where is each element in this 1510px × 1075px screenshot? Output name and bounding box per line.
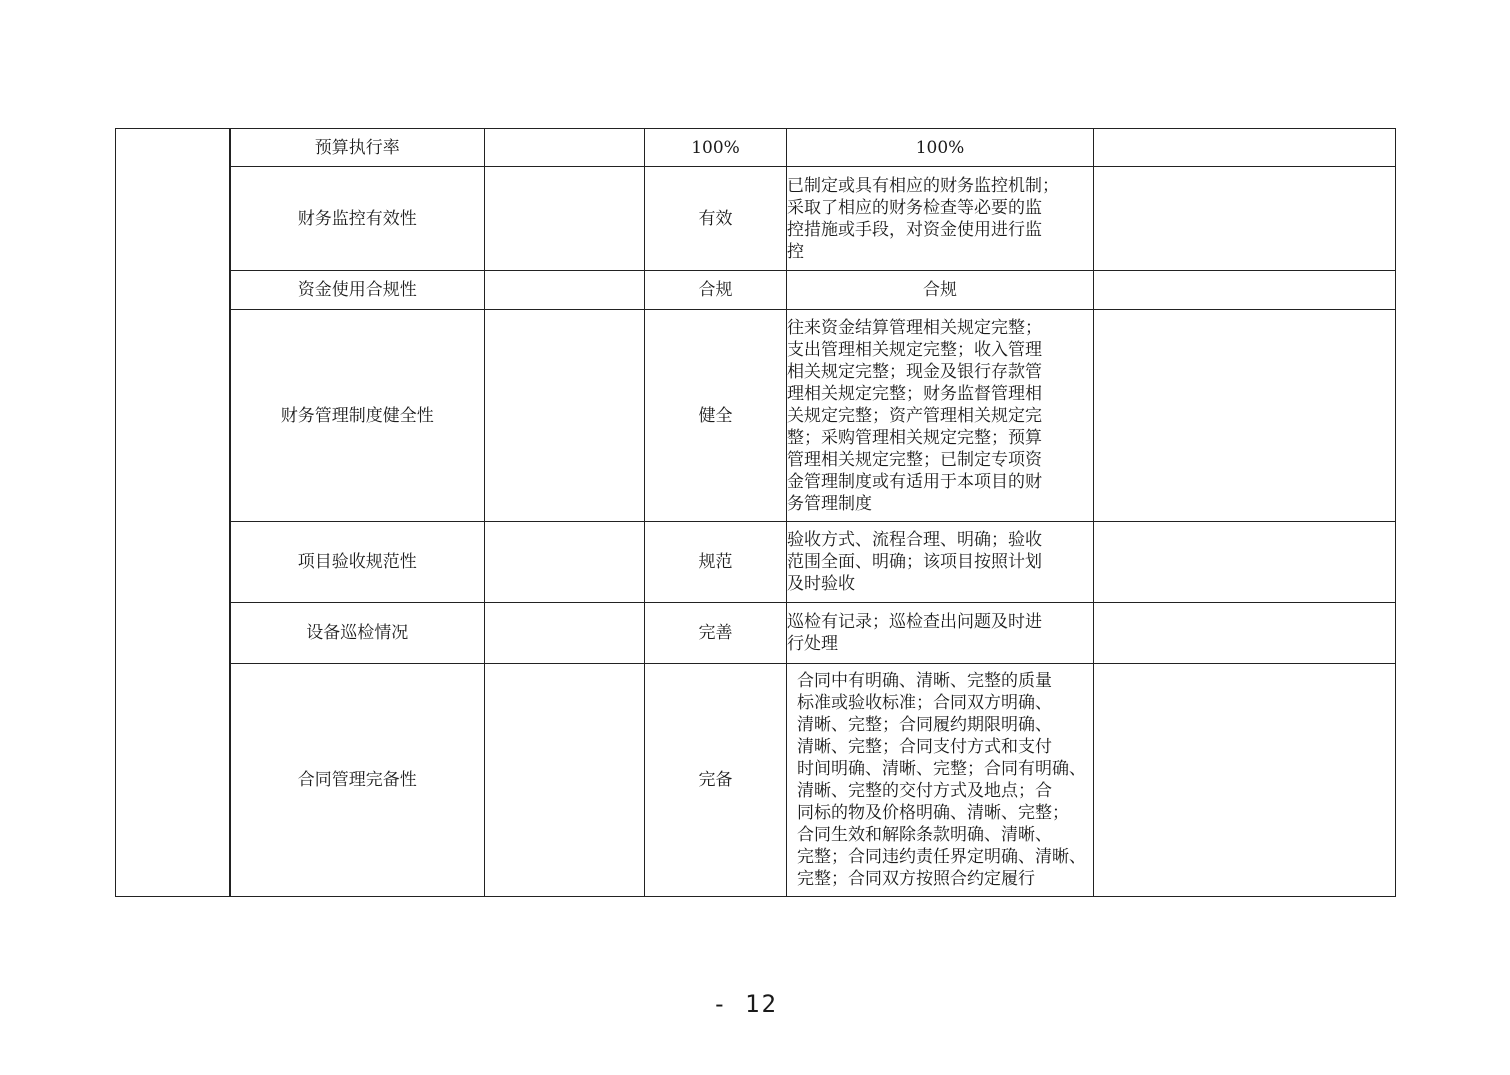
score-cell [1094,603,1396,664]
indicator-blank-cell [485,310,645,522]
target-value: 完备 [645,664,787,897]
target-value: 规范 [645,522,787,603]
indicator-name: 项目验收规范性 [230,522,485,603]
indicator-name: 财务管理制度健全性 [230,310,485,522]
performance-indicator-table [115,128,1396,897]
indicator-name: 资金使用合规性 [230,271,485,310]
target-value: 健全 [645,310,787,522]
actual-value: 验收方式、流程合理、明确；验收 范围全面、明确；该项目按照计划 及时验收 [787,522,1094,603]
actual-value: 合规 [787,271,1094,310]
indicator-blank-cell [485,603,645,664]
indicator-name: 预算执行率 [230,129,485,167]
indicator-name: 设备巡检情况 [230,603,485,664]
indicator-blank-cell [485,522,645,603]
score-cell [1094,129,1396,167]
target-value: 100% [645,129,787,167]
category-cell [116,129,230,897]
target-value: 有效 [645,167,787,271]
table-row [116,603,1396,664]
table-row [116,167,1396,271]
target-value: 合规 [645,271,787,310]
table-row [116,310,1396,522]
indicator-blank-cell [485,167,645,271]
table-row [116,664,1396,897]
indicator-blank-cell [485,664,645,897]
table-row [116,522,1396,603]
indicator-name: 合同管理完备性 [230,664,485,897]
indicator-blank-cell [485,271,645,310]
indicator-name: 财务监控有效性 [230,167,485,271]
page-number: - 12 [712,990,778,1018]
target-value: 完善 [645,603,787,664]
actual-value: 合同中有明确、清晰、完整的质量 标准或验收标准；合同双方明确、 清晰、完整；合同履约期限明确、 清晰、完整；合同支付方式和支付 时间明确、清晰、完整；合同有明确、 清晰、完整的交付方式及地点；合 同标的物及价格明确、清晰、完整； 合同生效和解除条款明确、清晰、 完整；合同违约责任界定明确、清晰、 完整；合同双方按照合约定履行 [787,664,1094,897]
actual-value: 巡检有记录；巡检查出问题及时进 行处理 [787,603,1094,664]
actual-value: 往来资金结算管理相关规定完整； 支出管理相关规定完整；收入管理 相关规定完整；现金及银行存款管 理相关规定完整；财务监督管理相 关规定完整；资产管理相关规定完 整；采购管理相关规定完整；预算 管理相关规定完整；已制定专项资 金管理制度或有适用于本项目的财 务管理制度 [787,310,1094,522]
indicator-blank-cell [485,129,645,167]
score-cell [1094,522,1396,603]
score-cell [1094,664,1396,897]
table-row [116,129,1396,167]
actual-value: 已制定或具有相应的财务监控机制； 采取了相应的财务检查等必要的监 控措施或手段，对资金使用进行监 控 [787,167,1094,271]
table-row [116,271,1396,310]
score-cell [1094,167,1396,271]
score-cell [1094,271,1396,310]
score-cell [1094,310,1396,522]
actual-value: 100% [787,129,1094,167]
